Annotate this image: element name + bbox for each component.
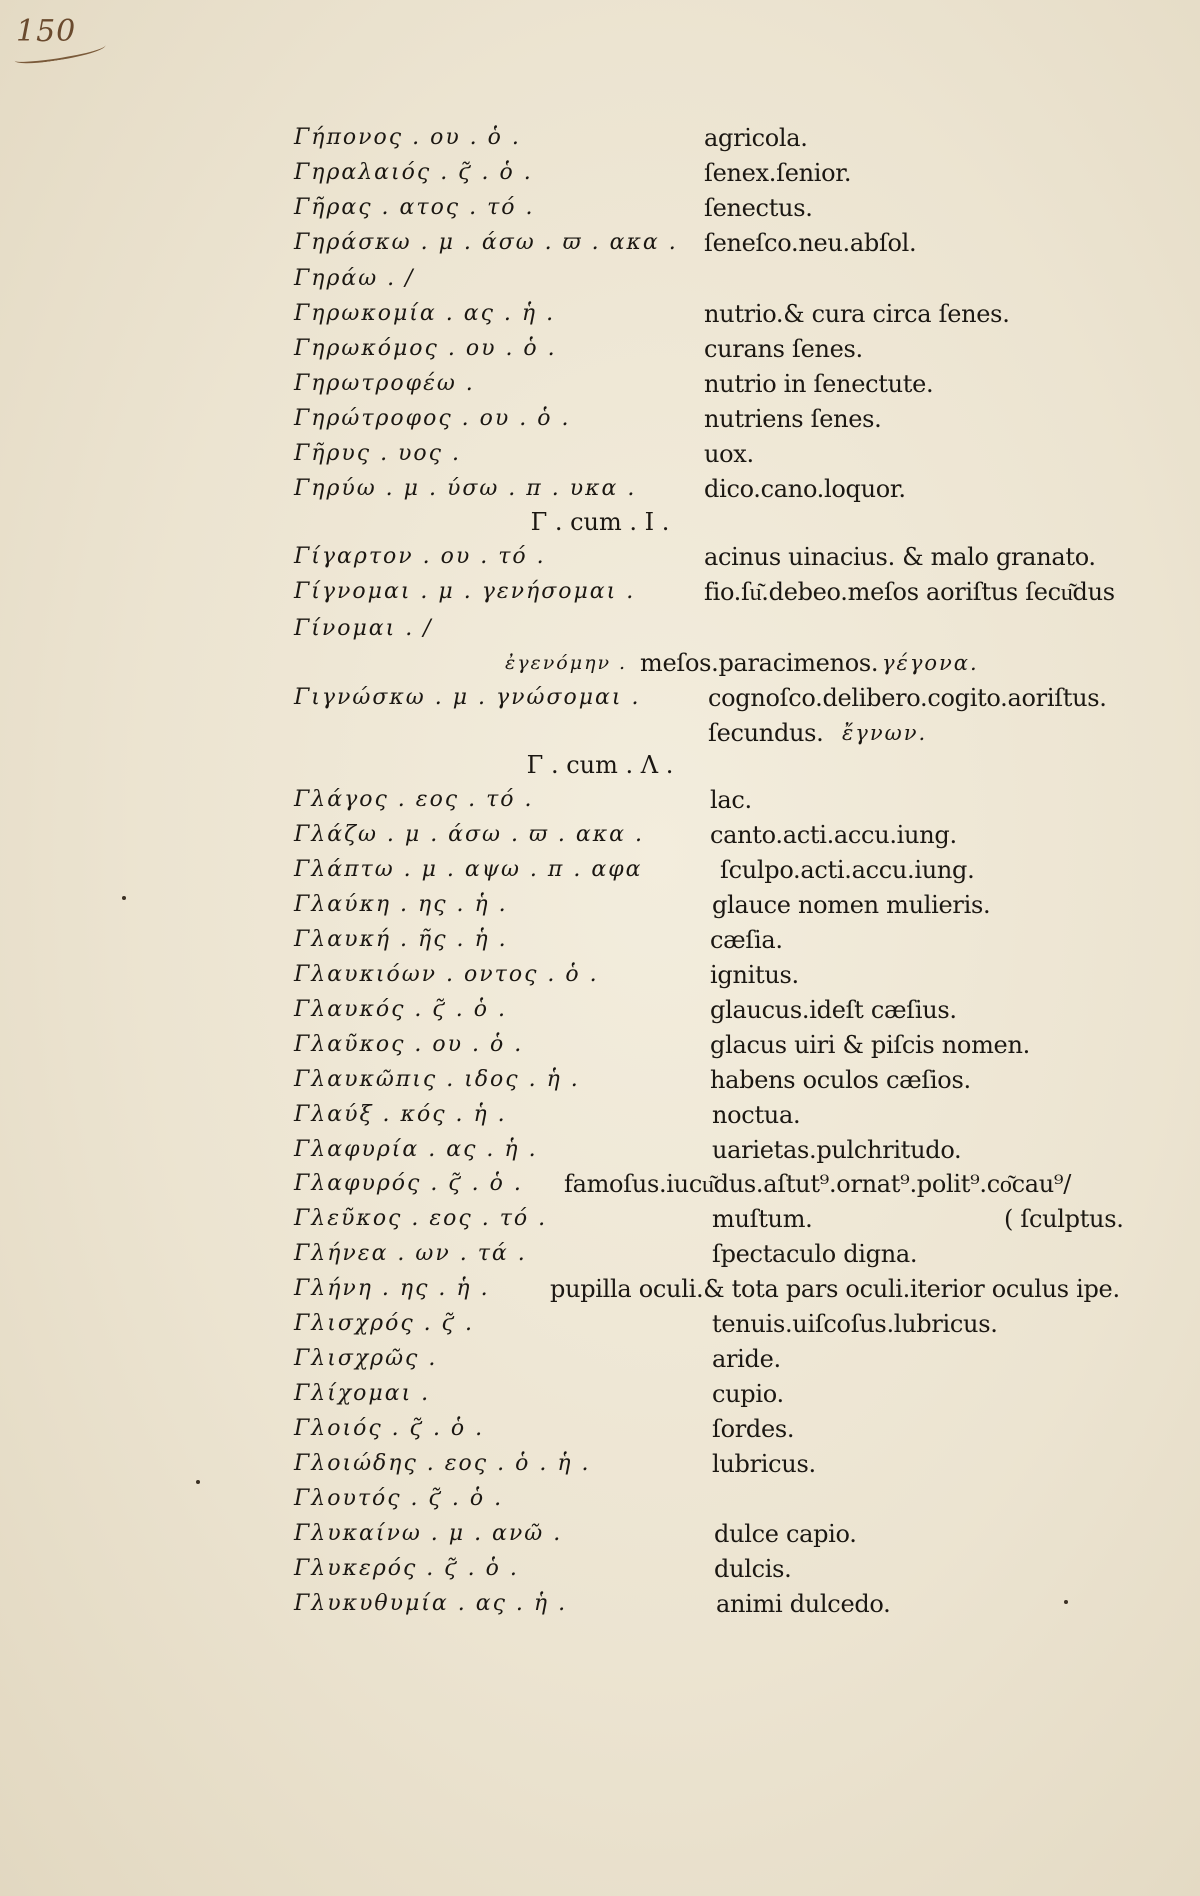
list-item: [0, 262, 1200, 296]
list-item: [0, 540, 1200, 574]
greek-headword: Γλουτός . ϛ̃ . ὁ .: [294, 1486, 504, 1511]
list-item-continuation: [0, 716, 1200, 750]
greek-headword: Γίνομαι . /: [294, 616, 433, 641]
latin-gloss: glauce nomen mulieris.: [712, 891, 991, 919]
greek-headword: Γλάγος . εος . τό .: [294, 787, 534, 812]
latin-gloss: curans ſenes.: [704, 335, 863, 363]
latin-gloss: canto.acti.accu.iung.: [710, 821, 957, 849]
list-item: [0, 1517, 1200, 1551]
list-item: [0, 437, 1200, 471]
latin-gloss: aride.: [712, 1345, 781, 1373]
latin-gloss: habens oculos cæſios.: [710, 1066, 971, 1094]
greek-headword: Γλίχομαι .: [294, 1381, 431, 1406]
list-item: [0, 1412, 1200, 1446]
greek-headword: Γλαυκῶπις . ιδος . ἡ .: [294, 1067, 580, 1092]
list-item: [0, 1447, 1200, 1481]
greek-headword: Γλοιώδης . εος . ὁ . ἡ .: [294, 1451, 591, 1476]
latin-gloss: cognoſco.delibero.cogito.aoriſtus.: [708, 684, 1107, 712]
list-item: [0, 1587, 1200, 1621]
list-item: [0, 612, 1200, 646]
greek-headword: Γλυκαίνω . μ . ανῶ .: [294, 1521, 563, 1546]
greek-headword: Γίγαρτον . ου . τό .: [294, 544, 546, 569]
latin-gloss: fio.ſu͂.debeo.meſos aoriſtus ſecu͂dus: [704, 578, 1115, 606]
list-item: [0, 226, 1200, 260]
list-item: [0, 1272, 1200, 1306]
list-item: [0, 1552, 1200, 1586]
greek-form: ἔγνων.: [842, 721, 928, 745]
latin-gloss: dulcis.: [714, 1555, 792, 1583]
greek-headword: Γλήνη . ης . ἡ .: [294, 1276, 490, 1301]
greek-headword: Γλυκερός . ϛ̃ . ὁ .: [294, 1556, 519, 1581]
list-item: [0, 156, 1200, 190]
list-item: [0, 888, 1200, 922]
list-item: [0, 1028, 1200, 1062]
latin-gloss: ſculpo.acti.accu.iung.: [720, 856, 975, 884]
latin-gloss: lubricus.: [712, 1450, 816, 1478]
greek-headword: Γηράσκω . μ . άσω . ϖ . ακα .: [294, 230, 678, 255]
latin-gloss: uox.: [704, 440, 754, 468]
latin-gloss: ſenectus.: [704, 194, 813, 222]
greek-headword: Γηράω . /: [294, 266, 415, 291]
latin-gloss: ſordes.: [712, 1415, 795, 1443]
list-item: [0, 993, 1200, 1027]
greek-headword: Γίγνομαι . μ . γενήσομαι .: [294, 579, 636, 604]
greek-headword: Γλαφυρία . ας . ἡ .: [294, 1137, 538, 1162]
greek-headword: Γήπονος . ου . ὁ .: [294, 125, 521, 150]
list-item: [0, 1342, 1200, 1376]
list-item: [0, 1202, 1200, 1236]
latin-gloss: nutrio.& cura circa ſenes.: [704, 300, 1010, 328]
folio-number: 150: [16, 14, 77, 49]
latin-gloss: animi dulcedo.: [716, 1590, 891, 1618]
list-item: [0, 191, 1200, 225]
list-item: [0, 1098, 1200, 1132]
list-item: [0, 332, 1200, 366]
greek-headword: Γλαυκιόων . οντος . ὁ .: [294, 962, 599, 987]
greek-headword: Γῆρας . ατος . τό .: [294, 195, 535, 220]
greek-headword: Γλαῦκος . ου . ὁ .: [294, 1032, 524, 1057]
greek-headword: Γλαυκός . ϛ̃ . ὁ .: [294, 997, 507, 1022]
section-heading: Γ . cum . Λ .: [526, 751, 674, 779]
greek-headword: Γλεῦκος . εος . τό .: [294, 1206, 548, 1231]
latin-gloss: ſeneſco.neu.abſol.: [704, 229, 917, 257]
latin-gloss: dulce capio.: [714, 1520, 857, 1548]
latin-gloss: cupio.: [712, 1380, 784, 1408]
greek-headword: Γλοιός . ϛ̃ . ὁ .: [294, 1416, 485, 1441]
latin-gloss: lac.: [710, 786, 752, 814]
list-item: [0, 853, 1200, 887]
latin-gloss: nutrio in ſenectute.: [704, 370, 934, 398]
greek-headword: Γλαφυρός . ϛ̃ . ὁ .: [294, 1171, 523, 1196]
greek-headword: Γηρωκομία . ας . ἡ .: [294, 301, 556, 326]
latin-gloss: acinus uinacius. & malo granato.: [704, 543, 1096, 571]
latin-gloss: ſpectaculo digna.: [712, 1240, 918, 1268]
latin-gloss: glaucus.ideſt cæſius.: [710, 996, 957, 1024]
list-item: [0, 818, 1200, 852]
latin-gloss: noctua.: [712, 1101, 801, 1129]
list-item: [0, 923, 1200, 957]
latin-gloss: glacus uiri & piſcis nomen.: [710, 1031, 1030, 1059]
latin-gloss: dico.cano.loquor.: [704, 475, 906, 503]
list-item: [0, 402, 1200, 436]
greek-headword: Γλαυκή . ῆς . ἡ .: [294, 927, 508, 952]
greek-headword: Γηραλαιός . ϛ̃ . ὁ .: [294, 160, 533, 185]
section-heading: Γ . cum . Ι .: [530, 508, 670, 536]
latin-gloss: ſecundus.: [708, 719, 824, 747]
list-item: [0, 1237, 1200, 1271]
greek-headword: Γλισχρῶς .: [294, 1346, 438, 1371]
latin-gloss: cæſia.: [710, 926, 783, 954]
paper-speck: [1064, 1600, 1068, 1604]
latin-gloss: ſenex.ſenior.: [704, 159, 852, 187]
list-item: [0, 575, 1200, 609]
latin-gloss: uarietas.pulchritudo.: [712, 1136, 962, 1164]
greek-headword: Γλήνεα . ων . τά .: [294, 1241, 527, 1266]
greek-headword: Γηρωτροφέω .: [294, 371, 475, 396]
list-item: [0, 1167, 1200, 1201]
greek-headword: Γλαύκη . ης . ἡ .: [294, 892, 508, 917]
latin-gloss: ignitus.: [710, 961, 799, 989]
list-item: [0, 1307, 1200, 1341]
list-item: [0, 472, 1200, 506]
latin-gloss: pupilla oculi.& tota pars oculi.iterior oculus ipe.: [550, 1275, 1120, 1303]
list-item: [0, 958, 1200, 992]
greek-headword: Γλαύξ . κός . ἡ .: [294, 1102, 507, 1127]
list-item: [0, 367, 1200, 401]
latin-gloss-continuation: ( ſculptus.: [1004, 1205, 1124, 1233]
paper-speck: [122, 896, 126, 900]
greek-form: γέγονα.: [882, 651, 979, 675]
latin-gloss: nutriens ſenes.: [704, 405, 882, 433]
latin-gloss: meſos.paracimenos.: [640, 649, 879, 677]
latin-gloss: famoſus.iucu͂dus.aſtut⁹.ornat⁹.polit⁹.co͂cau⁹/: [564, 1170, 1072, 1198]
greek-form: ἐγενόμην .: [505, 652, 628, 674]
greek-headword: Γλισχρός . ϛ̃ .: [294, 1311, 474, 1336]
greek-headword: Γλάζω . μ . άσω . ϖ . ακα .: [294, 822, 645, 847]
list-item: [0, 297, 1200, 331]
greek-headword: Γλυκυθυμία . ας . ἡ .: [294, 1591, 568, 1616]
latin-gloss: muſtum.: [712, 1205, 813, 1233]
greek-headword: Γῆρυς . υος .: [294, 441, 461, 466]
list-item-continuation: [0, 646, 1200, 680]
latin-gloss: tenuis.uiſcoſus.lubricus.: [712, 1310, 998, 1338]
greek-headword: Γηρώτροφος . ου . ὁ .: [294, 406, 571, 431]
list-item: [0, 681, 1200, 715]
greek-headword: Γηρύω . μ . ύσω . π . υκα .: [294, 476, 637, 501]
list-item: [0, 1063, 1200, 1097]
paper-speck: [196, 1480, 200, 1484]
latin-gloss: agricola.: [704, 124, 808, 152]
list-item: [0, 783, 1200, 817]
list-item: [0, 1133, 1200, 1167]
list-item: [0, 121, 1200, 155]
greek-headword: Γηρωκόμος . ου . ὁ .: [294, 336, 557, 361]
greek-headword: Γλάπτω . μ . αψω . π . αφα: [294, 857, 643, 882]
list-item: [0, 1482, 1200, 1516]
list-item: [0, 1377, 1200, 1411]
greek-headword: Γιγνώσκω . μ . γνώσομαι .: [294, 685, 641, 710]
